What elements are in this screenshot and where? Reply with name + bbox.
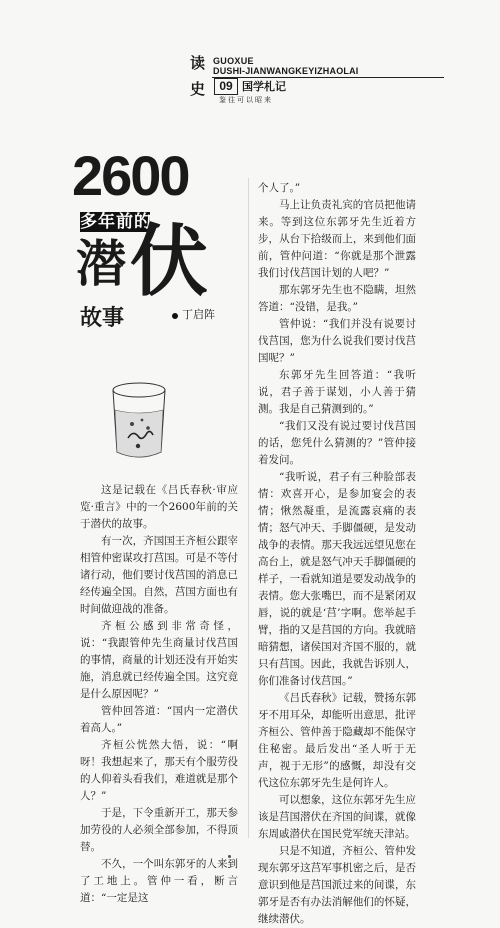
water-glass-illustration (108, 380, 170, 464)
masthead-slogan: 鉴往可以昭来 (219, 96, 273, 104)
paragraph: 齐桓公感到非常奇怪，说：“我跟管仲先生商量讨伐莒国的事情，商量的计划还没有开始实施，消息就已经传遍全国。这究竟是什么原因呢？” (80, 620, 238, 700)
masthead-shi-char: 史 (190, 80, 206, 98)
issue-number: 09 (214, 78, 238, 95)
paragraph: 个人了。” (258, 182, 301, 194)
masthead-du-char: 读 (190, 54, 206, 72)
paragraph: 只是不知道，齐桓公、管仲发现东郭牙这莒军事机密之后，是否意识到他是莒国派过来的间谍，东郭牙是否有办法消解他们的怀疑，继续潜伏。 (258, 845, 416, 925)
column-divider (248, 178, 249, 838)
paragraph: 东郭牙先生回答道：“我听说，君子善于谋划，小人善于猜测。我是自己猜测到的。” (258, 369, 416, 415)
paragraph: “我们又没有说过要讨伐莒国的话，您凭什么猜测的？”管仲接着发问。 (258, 420, 416, 466)
title-number: 2600 (72, 144, 189, 207)
paragraph: 这是记载在《吕氏春秋·审应览·重言》中的一个2600年前的关于潜伏的故事。 (80, 484, 238, 530)
paragraph: “我听说，君子有三种脸部表情：欢喜开心，是参加宴会的表情；愀然凝重，是流露哀痛的表情；怒气冲天、手脚僵硬，是发动战争的表情。那天我远远望见您在高台上，就是怒气冲天手脚僵硬的样子，一看就知道是要发动战争的表情。您大张嘴巴，而不是紧闭双唇，说的就是‘莒’字啊。您举起手臂，指的又是莒国的方向。我就暗暗猜想，诸侯国对齐国不服的，就只有莒国。因此，我就告诉别人，你们准备讨伐莒国。” (258, 471, 416, 687)
masthead-pinyin-line2: DUSHI-JIANWANGKEYIZHAOLAI (213, 66, 359, 76)
title-gushi: 故事 (80, 305, 125, 330)
paragraph: 可以想象，这位东郭牙先生应该是莒国潜伏在齐国的间谍，就像东周戚潜伏在国民党军统天津站。 (258, 794, 416, 840)
paragraph: 管仲说：“我们并没有说要讨伐莒国，您为什么说我们要讨伐莒国呢？” (258, 318, 416, 364)
paragraph: 马上让负责礼宾的官员把他请来。等到这位东郭牙先生近着方步，从台下拾级而上，来到他们面前，管仲问道：“你就是那个泄露我们讨伐莒国计划的人吧？” (258, 199, 416, 279)
right-column (258, 180, 416, 928)
column-name: 国学札记 (242, 80, 286, 93)
page-mark (228, 855, 231, 858)
title-qian-char: 潜 (76, 236, 126, 292)
paragraph: 不久，一个叫东郭牙的人来到了工地上。管仲一看，断言道：“一定是这 (80, 858, 238, 904)
title-fu-char: 伏 (130, 217, 209, 305)
paragraph: 齐桓公恍然大悟，说：“啊呀！我想起来了，那天有个服劳役的人仰着头看我们，难道就是那个人？” (80, 739, 238, 802)
author-bullet (172, 313, 178, 319)
paragraph: 那东郭牙先生也不隐瞒，坦然答道：“没错，是我。” (258, 284, 416, 313)
paragraph: 《吕氏春秋》记载，赞扬东郭牙不用耳朵，却能听出意思，批评齐桓公、管仲善于隐藏却不能保守住秘密。最后发出“圣人听于无声，视于无形”的感慨，却没有交代这位东郭牙先生是何许人。 (258, 692, 416, 789)
left-column (80, 482, 238, 907)
paragraph: 管仲回答道：“国内一定潜伏着高人。” (80, 705, 238, 734)
masthead-pinyin-line1: GUOXUE (213, 56, 254, 66)
title-years: 多年前的 (80, 212, 152, 231)
paragraph: 有一次，齐国国王齐桓公跟宰相管仲密谋攻打莒国。可是不等付诸行动，他们要讨伐莒国的消息已经传遍全国。自然，莒国方面也有时间做迎战的准备。 (80, 535, 238, 615)
paragraph: 于是，下令重新开工，那天参加劳役的人必须全部参加，不得顶替。 (80, 807, 238, 853)
author-name: 丁启阵 (182, 308, 215, 321)
